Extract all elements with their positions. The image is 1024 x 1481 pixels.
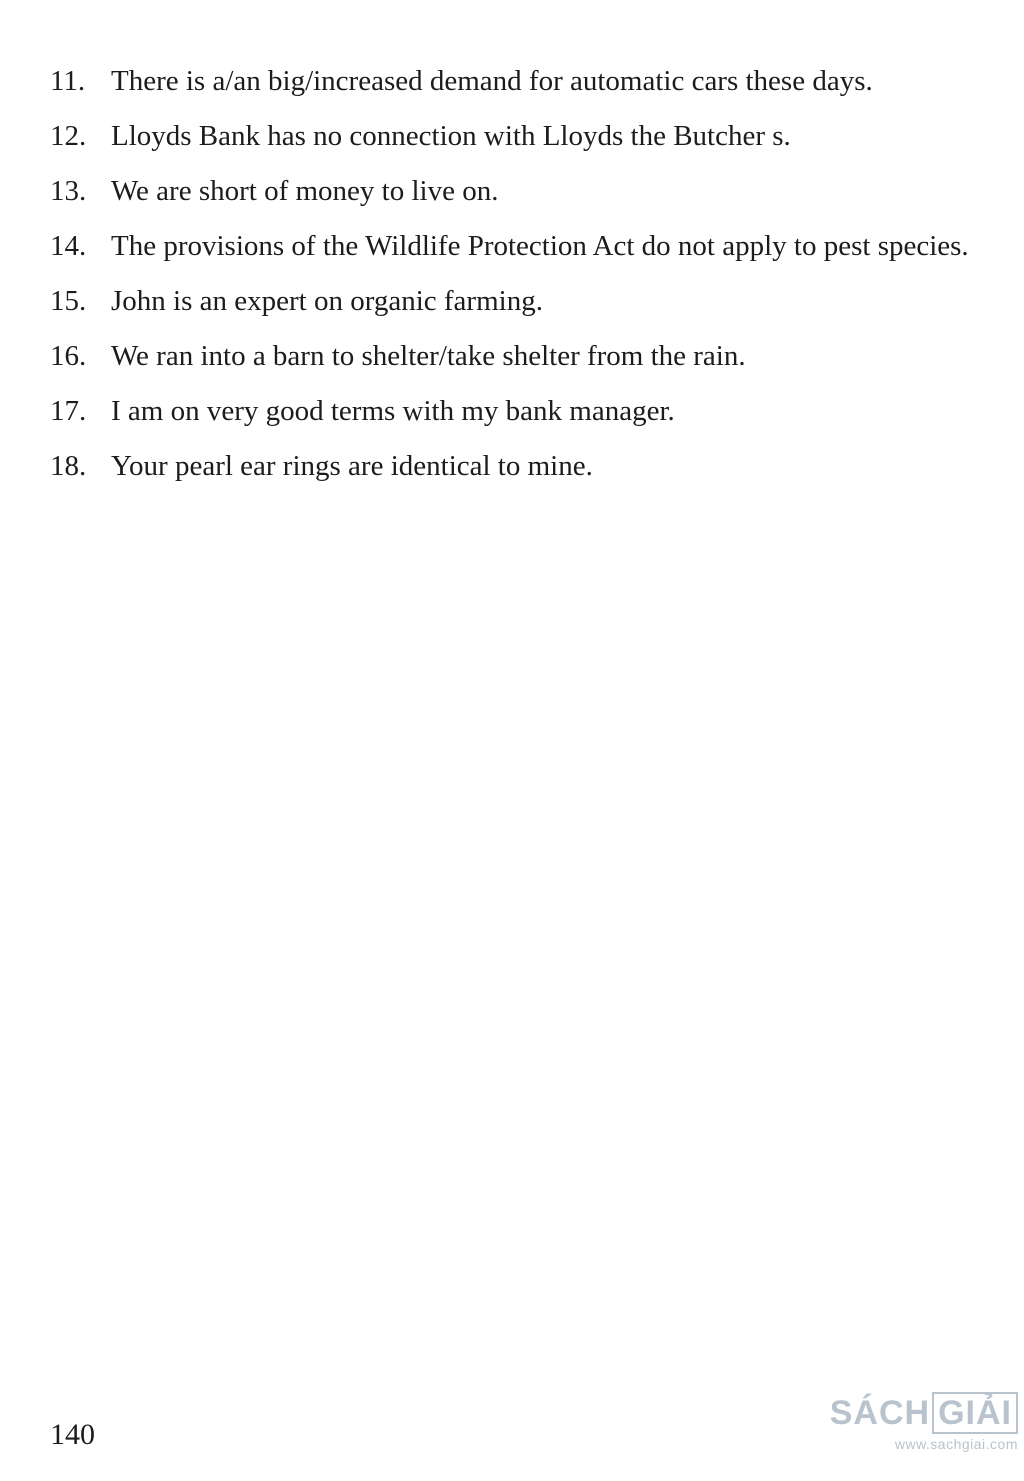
- item-text: I am on very good terms with my bank manager.: [111, 395, 675, 427]
- item-text: Lloyds Bank has no connection with Lloyds the Butcher s.: [111, 120, 791, 152]
- item-text: We are short of money to live on.: [111, 175, 499, 207]
- item-text: The provisions of the Wildlife Protection Act do not apply to pest species.: [111, 230, 969, 262]
- item-text: Your pearl ear rings are identical to mine.: [111, 450, 593, 482]
- item-number: 15.: [50, 285, 87, 317]
- list-item-11: [50, 58, 980, 105]
- item-number: 13.: [50, 175, 87, 207]
- watermark-logo-part2: GIẢI: [932, 1392, 1018, 1434]
- list-item-16: [50, 333, 980, 380]
- item-number: 17.: [50, 395, 87, 427]
- list-item-13: [50, 168, 980, 215]
- item-text: There is a/an big/increased demand for automatic cars these days.: [111, 65, 873, 97]
- list-item-18: [50, 443, 980, 490]
- item-number: 11.: [50, 65, 86, 97]
- item-text: John is an expert on organic farming.: [111, 285, 543, 317]
- item-number: 12.: [50, 120, 87, 152]
- exercise-list: [50, 58, 980, 498]
- watermark-logo: [808, 1392, 1018, 1452]
- item-number: 16.: [50, 340, 87, 372]
- page-number: 140: [50, 1418, 95, 1451]
- watermark-url: www.sachgiai.com: [894, 1436, 1018, 1452]
- item-number: 14.: [50, 230, 87, 262]
- list-item-12: [50, 113, 980, 160]
- list-item-17: [50, 388, 980, 435]
- item-text: We ran into a barn to shelter/take shelter from the rain.: [111, 340, 746, 372]
- list-item-14: [50, 223, 980, 270]
- watermark-logo-text: [830, 1392, 1018, 1434]
- item-number: 18.: [50, 450, 87, 482]
- watermark-logo-part1: SÁCH: [829, 1393, 931, 1432]
- list-item-15: [50, 278, 980, 325]
